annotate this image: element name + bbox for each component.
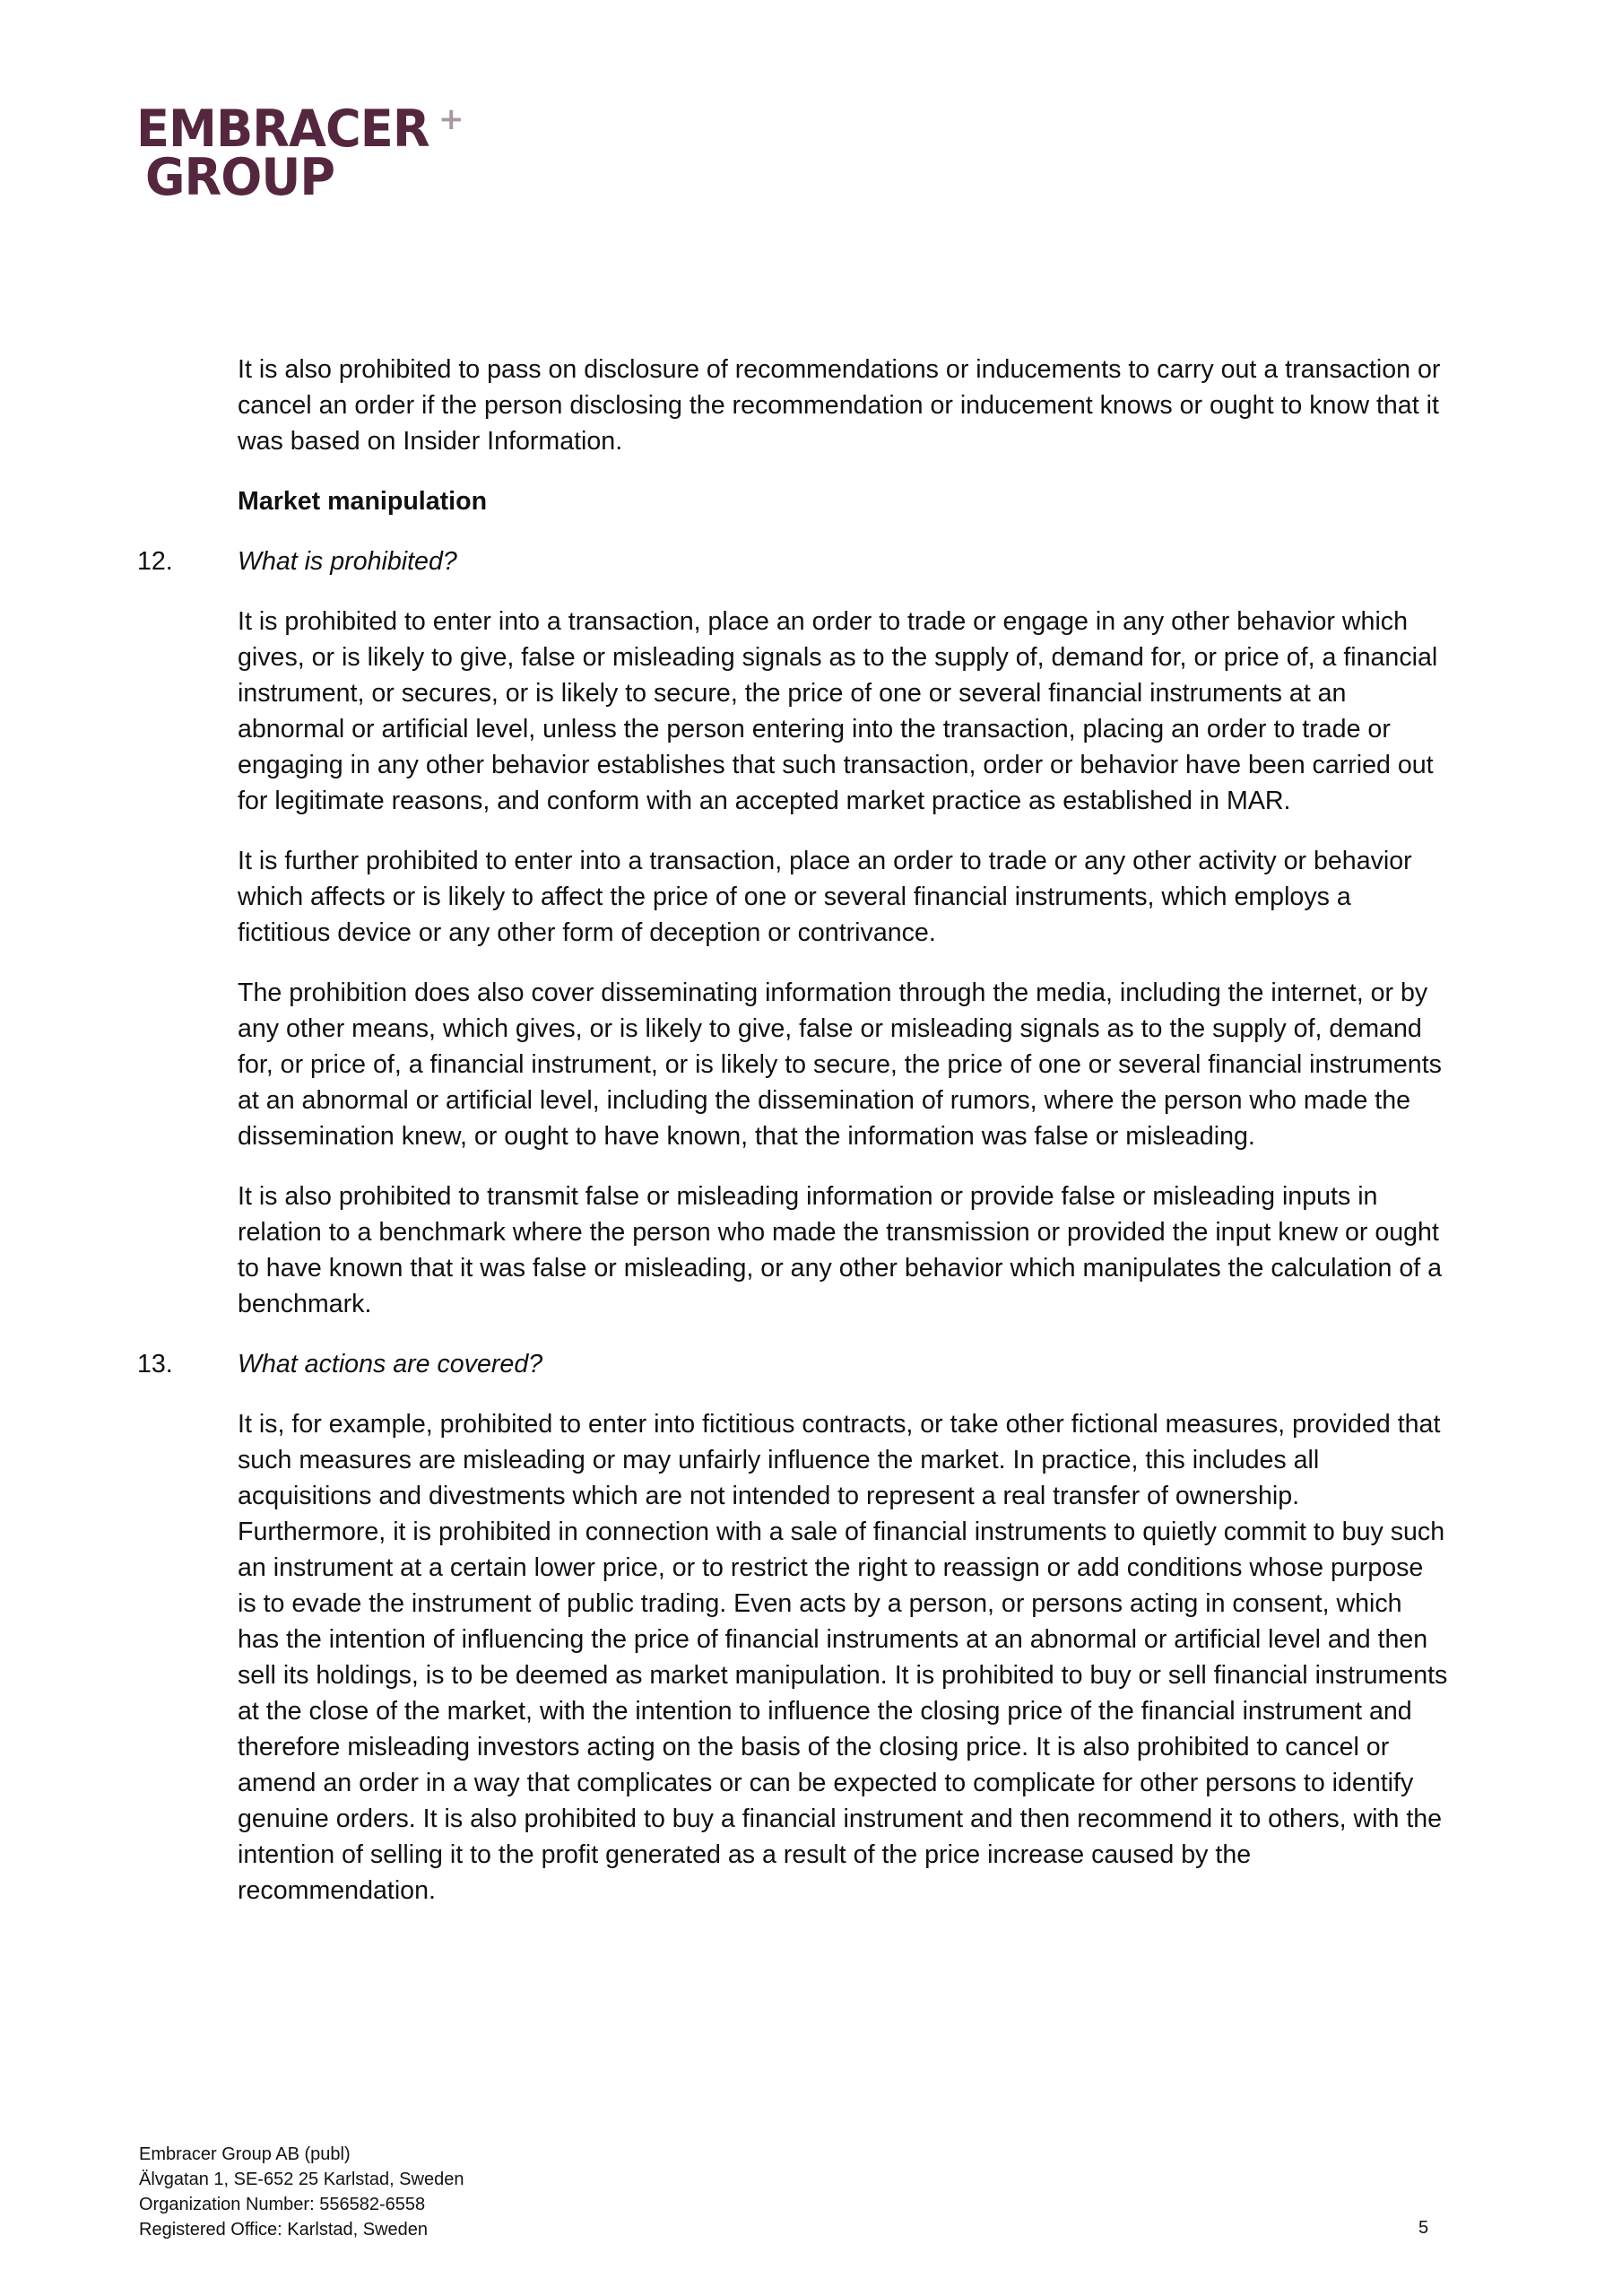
embracer-group-logo xyxy=(136,100,464,207)
item-question: What is prohibited? xyxy=(238,547,457,576)
footer-street: Älvgatan 1, SE-652 25 Karlstad, Sweden xyxy=(139,2170,464,2189)
footer-org-number: Organization Number: 556582-6558 xyxy=(139,2195,426,2214)
logo-line-1: EMBRACER xyxy=(136,100,429,159)
page-number: 5 xyxy=(1418,2218,1429,2238)
item-13-heading xyxy=(137,1346,1448,1382)
logo-line-2: GROUP xyxy=(145,148,335,207)
footer-company: Embracer Group AB (publ) xyxy=(139,2144,351,2164)
paragraph: The prohibition does also cover disseminating information through the media, including the internet, or by any other means, which gives, or is likely to give, false or misleading signals as to the supply of, demand for, or price of, a financial instrument, or is likely to secure, the price of one or several financial instruments at an abnormal or artificial level, including the dissemination of rumors, where the person who made the dissemination knew, or ought to have known, that the information was false or misleading. xyxy=(238,978,1442,1151)
paragraph: It is further prohibited to enter into a transaction, place an order to trade or any other activity or behavior which affects or is likely to affect the price of one or several financial instruments, which employs a fictitious device or any other form of deception or contrivance. xyxy=(238,847,1412,947)
item-12-heading xyxy=(137,544,1448,579)
item-question: What actions are covered? xyxy=(238,1350,543,1378)
logo-plus-icon: + xyxy=(438,101,464,137)
footer-registered-office: Registered Office: Karlstad, Sweden xyxy=(139,2220,429,2239)
footer-address xyxy=(139,2142,464,2242)
section-heading: Market manipulation xyxy=(238,487,488,516)
paragraph: It is also prohibited to transmit false or misleading information or provide false or misleading inputs in relation to a benchmark where the person who made the transmission or provided the input knew or ought to have known that it was false or misleading, or any other behavior which manipulates the calculation of a benchmark. xyxy=(238,1182,1443,1318)
paragraph: It is prohibited to enter into a transaction, place an order to trade or engage in any other behavior which gives, or is likely to give, false or misleading signals as to the supply of, demand for, or price of, a financial instrument, or secures, or is likely to secure, the price of one or several financial instruments at an abnormal or artificial level, unless the person entering into the transaction, placing an order to trade or engaging in any other behavior establishes that such transaction, order or behavior have been carried out for legitimate reasons, and conform with an accepted market practice as established in MAR. xyxy=(238,607,1438,815)
item-number: 13. xyxy=(137,1350,173,1378)
document-body xyxy=(137,352,1448,1933)
intro-paragraph: It is also prohibited to pass on disclosure of recommendations or inducements to carry out a transaction or cancel an order if the person disclosing the recommendation or inducement knows or ought to know that it was based on Insider Information. xyxy=(238,355,1441,456)
item-number: 12. xyxy=(137,547,173,576)
paragraph: It is, for example, prohibited to enter into fictitious contracts, or take other fictional measures, provided that such measures are misleading or may unfairly influence the market. In practice, this includes all acquisitions and divestments which are not intended to represent a real transfer of ownership. Furthermore, it is prohibited in connection with a sale of financial instruments to quietly commit to buy such an instrument at a certain lower price, or to restrict the right to reassign or add conditions whose purpose is to evade the instrument of public trading. Even acts by a person, or persons acting in consent, which has the intention of influencing the price of financial instruments at an abnormal or artificial level and then sell its holdings, is to be deemed as market manipulation. It is prohibited to buy or sell financial instruments at the close of the market, with the intention to influence the closing price of the financial instrument and therefore misleading investors acting on the basis of the closing price. It is also prohibited to cancel or amend an order in a way that complicates or can be expected to complicate for other persons to identify genuine orders. It is also prohibited to buy a financial instrument and then recommend it to others, with the intention of selling it to the profit generated as a result of the price increase caused by the recommendation. xyxy=(238,1410,1448,1905)
